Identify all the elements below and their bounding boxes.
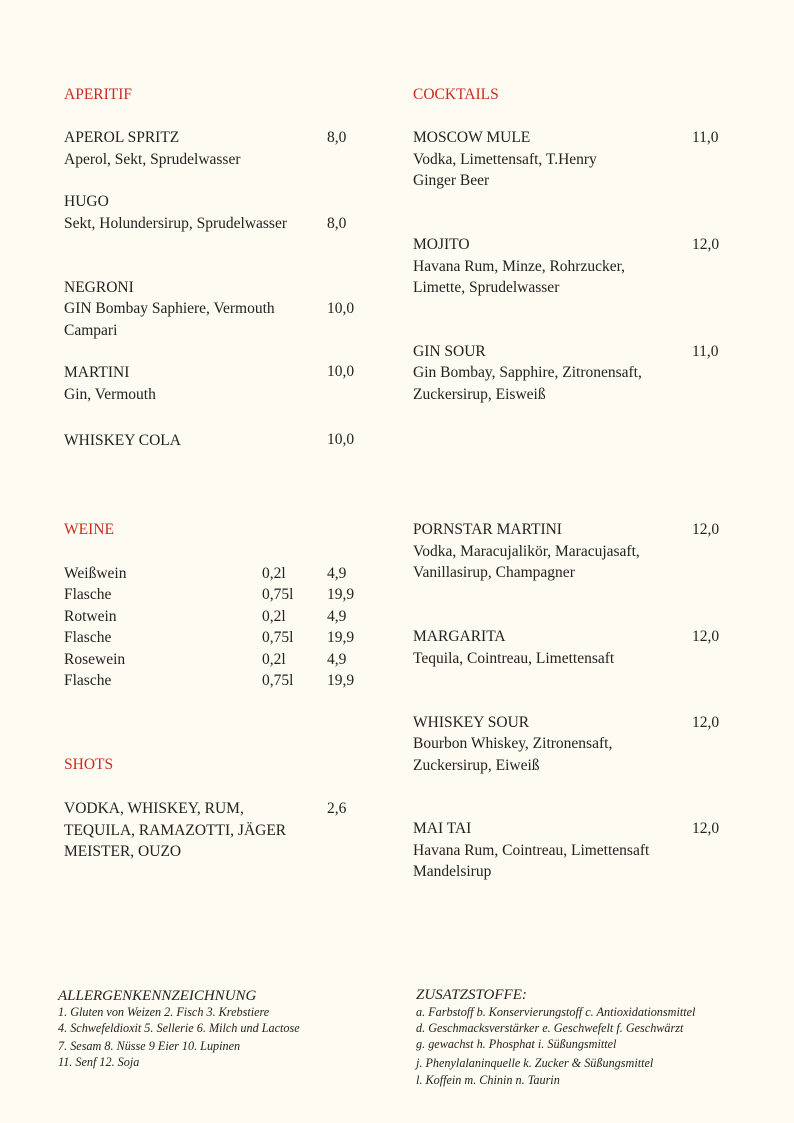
cocktail-moscow-mule-name: MOSCOW MULE <box>413 129 531 146</box>
additives-line: g. gewachst h. Phosphat i. Süßungsmittel <box>416 1037 617 1051</box>
wine-row-price: 19,9 <box>327 586 355 603</box>
wine-row-size: 0,75l <box>262 629 294 646</box>
aperitif-item-negroni-desc: GIN Bombay Saphiere, Vermouth <box>64 300 275 317</box>
aperitif-item-hugo-name: HUGO <box>64 193 109 210</box>
cocktail-mojito-name: MOJITO <box>413 236 470 253</box>
wine-row-name: Flasche <box>64 672 112 689</box>
shots-heading: SHOTS <box>64 756 114 773</box>
cocktail-margarita-desc: Tequila, Cointreau, Limettensaft <box>413 650 615 667</box>
cocktail-mojito-desc-2: Limette, Sprudelwasser <box>413 279 560 296</box>
wine-row-price: 4,9 <box>327 651 347 668</box>
cocktails-heading: COCKTAILS <box>413 86 499 103</box>
cocktail-moscow-mule-price: 11,0 <box>692 129 719 146</box>
additives-line: l. Koffein m. Chinin n. Taurin <box>416 1073 560 1087</box>
aperitif-item-aperol-desc: Aperol, Sekt, Sprudelwasser <box>64 151 241 168</box>
aperitif-item-martini-name: MARTINI <box>64 364 130 381</box>
shots-line: MEISTER, OUZO <box>64 843 182 860</box>
aperitif-item-negroni-price: 10,0 <box>327 300 355 317</box>
cocktail-mai-tai-desc: Havana Rum, Cointreau, Limettensaft <box>413 842 650 859</box>
wine-row-name: Flasche <box>64 586 112 603</box>
wine-row-price: 19,9 <box>327 629 355 646</box>
aperitif-heading: APERITIF <box>64 86 133 103</box>
cocktail-mai-tai-desc-2: Mandelsirup <box>413 863 492 880</box>
wine-row-size: 0,2l <box>262 651 286 668</box>
shots-line: TEQUILA, RAMAZOTTI, JÄGER <box>64 822 287 839</box>
cocktail-mojito-price: 12,0 <box>692 236 720 253</box>
allergens-heading: ALLERGENKENNZEICHNUNG <box>58 988 257 1004</box>
wine-row-name: Rotwein <box>64 608 117 625</box>
cocktail-pornstar-martini-desc-2: Vanillasirup, Champagner <box>413 564 575 581</box>
cocktail-gin-sour-desc: Gin Bombay, Sapphire, Zitronensaft, <box>413 364 642 381</box>
aperitif-item-martini-price: 10,0 <box>327 363 355 380</box>
wine-row-size: 0,75l <box>262 586 294 603</box>
cocktail-mojito-desc: Havana Rum, Minze, Rohrzucker, <box>413 258 626 275</box>
wine-row-size: 0,2l <box>262 608 286 625</box>
cocktail-whiskey-sour-desc-2: Zuckersirup, Eiweiß <box>413 757 540 774</box>
allergens-line: 11. Senf 12. Soja <box>58 1055 140 1069</box>
cocktail-pornstar-martini-price: 12,0 <box>692 521 720 538</box>
wine-row-size: 0,2l <box>262 565 286 582</box>
aperitif-item-negroni-name: NEGRONI <box>64 279 134 296</box>
additives-line: a. Farbstoff b. Konservierungstoff c. Antioxidationsmittel <box>416 1005 696 1019</box>
cocktail-gin-sour-desc-2: Zuckersirup, Eisweiß <box>413 386 546 403</box>
aperitif-item-aperol-name: APEROL SPRITZ <box>64 129 180 146</box>
additives-line: j. Phenylalaninquelle k. Zucker & Süßungsmittel <box>416 1056 654 1070</box>
weine-heading: WEINE <box>64 521 114 538</box>
cocktail-whiskey-sour-desc: Bourbon Whiskey, Zitronensaft, <box>413 735 613 752</box>
wine-row-name: Weißwein <box>64 565 127 582</box>
cocktail-moscow-mule-desc-2: Ginger Beer <box>413 172 490 189</box>
allergens-line: 7. Sesam 8. Nüsse 9 Eier 10. Lupinen <box>58 1039 241 1053</box>
additives-line: d. Geschmacksverstärker e. Geschwefelt f. Geschwärzt <box>416 1021 684 1035</box>
aperitif-item-hugo-price: 8,0 <box>327 215 347 232</box>
allergens-line: 1. Gluten von Weizen 2. Fisch 3. Krebstiere <box>58 1005 270 1019</box>
aperitif-item-whiskey-cola-name: WHISKEY COLA <box>64 432 181 449</box>
allergens-line: 4. Schwefeldioxit 5. Sellerie 6. Milch und Lactose <box>58 1021 300 1035</box>
wine-row-name: Rosewein <box>64 651 126 668</box>
additives-heading: ZUSATZSTOFFE: <box>416 987 527 1003</box>
cocktail-gin-sour-name: GIN SOUR <box>413 343 486 360</box>
shots-price: 2,6 <box>327 800 347 817</box>
cocktail-margarita-name: MARGARITA <box>413 628 506 645</box>
cocktail-moscow-mule-desc: Vodka, Limettensaft, T.Henry <box>413 151 597 168</box>
aperitif-item-whiskey-cola-price: 10,0 <box>327 431 355 448</box>
cocktail-gin-sour-price: 11,0 <box>692 343 719 360</box>
wine-row-price: 4,9 <box>327 565 347 582</box>
cocktail-mai-tai-price: 12,0 <box>692 820 720 837</box>
wine-row-name: Flasche <box>64 629 112 646</box>
wine-row-price: 19,9 <box>327 672 355 689</box>
cocktail-pornstar-martini-desc: Vodka, Maracujalikör, Maracujasaft, <box>413 543 640 560</box>
aperitif-item-hugo-desc: Sekt, Holundersirup, Sprudelwasser <box>64 215 287 232</box>
aperitif-item-martini-desc: Gin, Vermouth <box>64 386 156 403</box>
shots-line: VODKA, WHISKEY, RUM, <box>64 800 244 817</box>
cocktail-mai-tai-name: MAI TAI <box>413 820 472 837</box>
cocktail-whiskey-sour-price: 12,0 <box>692 714 720 731</box>
aperitif-item-aperol-price: 8,0 <box>327 129 347 146</box>
wine-row-price: 4,9 <box>327 608 347 625</box>
cocktail-whiskey-sour-name: WHISKEY SOUR <box>413 714 530 731</box>
wine-row-size: 0,75l <box>262 672 294 689</box>
cocktail-pornstar-martini-name: PORNSTAR MARTINI <box>413 521 562 538</box>
cocktail-margarita-price: 12,0 <box>692 628 720 645</box>
aperitif-item-negroni-desc-2: Campari <box>64 322 118 339</box>
